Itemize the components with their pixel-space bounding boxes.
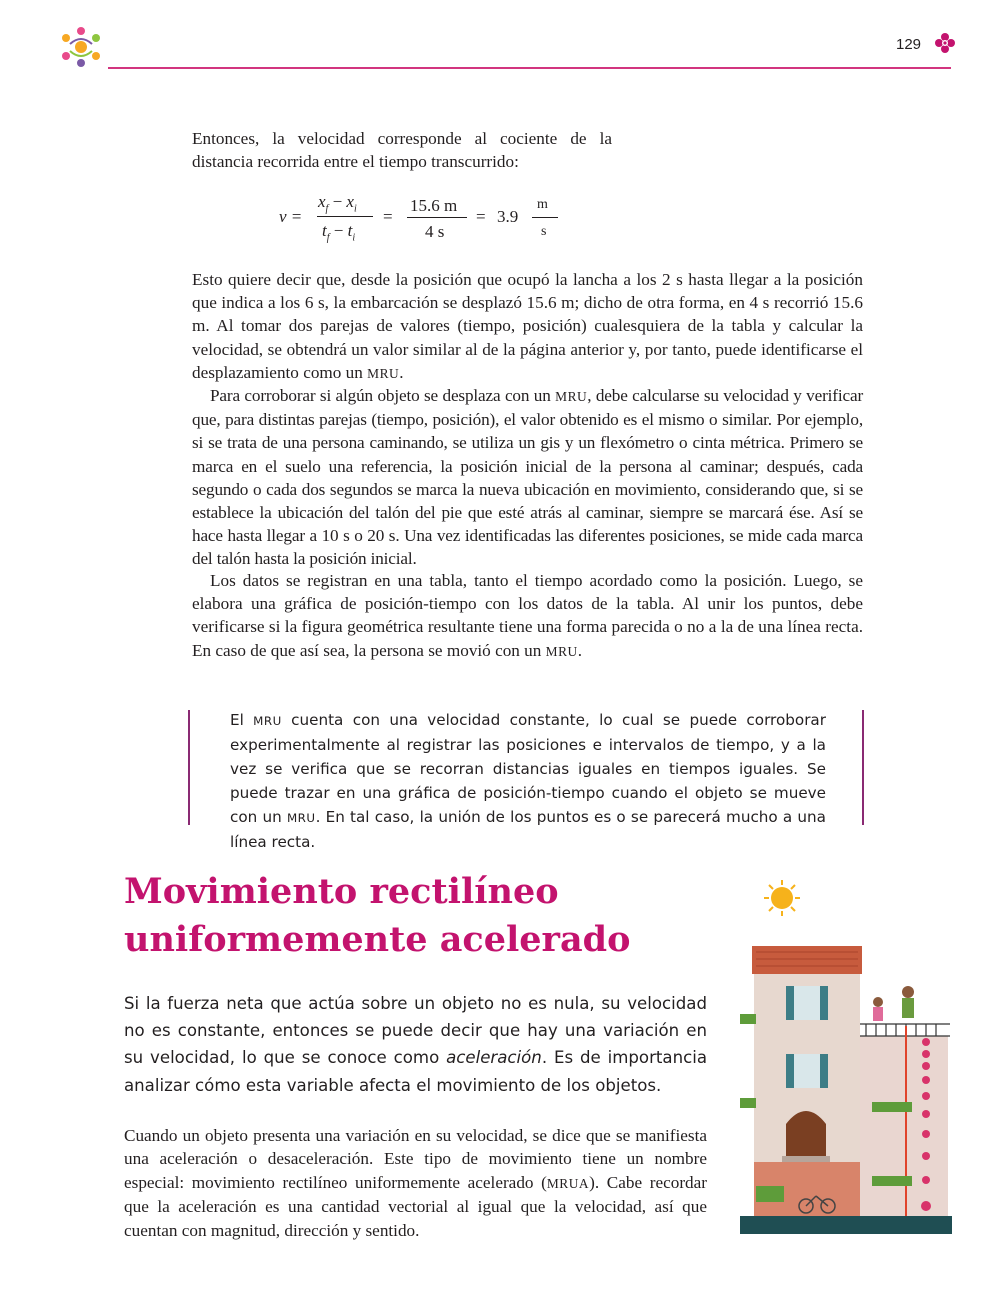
formula-denominator-1 <box>322 221 355 243</box>
section-title-line-1: Movimiento rectilíneo <box>124 871 559 912</box>
denominator-tf: t <box>322 221 327 240</box>
section-body-text-a: Cuando un objeto presenta una variación en su velocidad, se dice que se manifiesta una aceleración o desaceleración. Este tipo de movimiento tiene un nombre especial: movimiento rectilíneo uniformemente acelerado ( <box>124 1126 707 1192</box>
paragraph-3-abbr: MRU <box>545 643 578 659</box>
callout-left-bar <box>188 710 190 825</box>
formula-eq-1: = <box>290 207 303 226</box>
section-title-line-2: uniformemente acelerado <box>124 919 631 960</box>
paragraph-2-text-b: , debe calcularse su velocidad y verificar que, para distintas parejas (tiempo, posición), el valor obtenido es el mismo o similar. Por ejemplo, si se trata de una persona caminando, se utiliza un gis y un flexómetro o cinta métrica. Primero se marca en el suelo una referencia, la posición inicial de la persona al caminar; después, cada segundo o cada dos segundos se marca la nueva ubicación en movimiento, considerando que, si se establece la ubicación del talón del pie que esté atrás al caminar, siempre se marcará ése. Así se hace hasta llegar a 10 s o 20 s. Una vez identificadas las diferentes posiciones, se mide cada marca del talón hasta la posición inicial. <box>192 386 864 569</box>
ground <box>740 1216 952 1234</box>
numerator-sub-f: f <box>325 203 329 215</box>
callout-text-b: cuenta con una velocidad constante, lo cual se puede corroborar experimentalmente al registrar las posiciones e intervalos de tiempo, y a la vez se verifica que se recorran distancias iguales en tiempos iguales. Se puede trazar en una gráfica de posición-tiempo cuando el objeto se mueve con un <box>230 711 826 826</box>
book-logo-icon <box>56 24 106 70</box>
numerator-xf: x <box>318 192 326 211</box>
callout-abbr-2: MRU <box>286 811 316 825</box>
person-adult <box>902 986 914 1018</box>
section-body-abbr: MRUA <box>546 1175 590 1191</box>
paragraph-3-text-b: . <box>577 640 583 660</box>
formula-denominator-2: 4 s <box>425 222 445 241</box>
paragraph-1-text-a: Esto quiere decir que, desde la posición que ocupó la lancha a los 2 s hasta llegar a la posición que indica a los 6 s, la embarcación se desplazó 15.6 m; dicho de otra forma, en 4 s recorrió 15.6 m. Al tomar dos parejas de valores (tiempo, posición) cualesquiera de la tabla y calcular la velocidad, se obtendrá un valor similar al de la página anterior y, por tanto, puede identificarse el desplazamiento como un <box>192 270 863 382</box>
numerator-xi: x <box>346 192 354 211</box>
formula-lhs-var: v <box>279 207 287 226</box>
right-building <box>860 1036 948 1216</box>
callout-abbr-1: MRU <box>253 714 282 728</box>
callout-right-bar <box>862 710 864 825</box>
paragraph-1 <box>192 268 863 385</box>
window-upper <box>786 986 828 1020</box>
intro-paragraph <box>192 127 612 173</box>
section-intro <box>124 990 707 1099</box>
section-body-text-b: ). Cabe recordar que la aceleración es una cantidad vectorial al igual que la velocidad, así que cuentan con magnitud, dirección y sentido. <box>124 1172 707 1240</box>
page-number: 129 <box>896 36 922 53</box>
paragraph-2-abbr: MRU <box>555 389 588 404</box>
house-illustration <box>736 876 956 1238</box>
callout-text-c: . En tal caso, la unión de los puntos es o se parecerá mucho a una línea recta. <box>230 808 826 851</box>
sun-icon <box>764 880 800 916</box>
window-middle <box>786 1054 828 1088</box>
numerator-minus: − <box>332 192 343 211</box>
formula-result: 3.9 <box>497 207 519 226</box>
paragraph-1-abbr: MRU <box>367 365 400 381</box>
formula-numerator-2: 15.6 m <box>410 196 458 215</box>
header-rule <box>108 67 951 69</box>
fraction-line-2 <box>407 217 467 218</box>
denominator-sub-f: f <box>326 232 330 244</box>
paragraph-2-text-a: Para corroborar si algún objeto se desplaza con un <box>210 386 556 405</box>
section-body <box>124 1124 707 1242</box>
callout-text-a: El <box>230 711 254 729</box>
velocity-formula <box>275 192 575 244</box>
fraction-line-1 <box>317 216 373 217</box>
formula-numerator-1 <box>318 192 357 214</box>
formula-eq-3: = <box>476 207 486 226</box>
section-intro-text-b: . Es de importancia analizar cómo esta variable afecta el movimiento de los objetos. <box>124 1048 707 1095</box>
roof-tall <box>752 946 862 974</box>
denominator-minus: − <box>333 221 344 240</box>
paragraph-3-text-a: Los datos se registran en una tabla, tanto el tiempo acordado como la posición. Luego, se elabora una gráfica de posición-tiempo con los datos de la tabla. Al unir los puntos, debe verificarse si la figura geométrica resultante tiene una forma parecida o no a la de una línea recta. En caso de que así sea, la persona se movió con un <box>192 571 863 660</box>
formula-eq-2: = <box>383 207 393 226</box>
numerator-sub-i: i <box>353 203 357 215</box>
formula-unit-numerator: m <box>537 197 548 212</box>
denominator-ti: t <box>347 221 353 240</box>
person-child <box>873 997 883 1021</box>
paragraph-1-text-b: . <box>399 362 404 382</box>
formula-lhs <box>279 207 302 227</box>
paragraph-3 <box>192 569 863 663</box>
denominator-sub-i: i <box>352 232 356 244</box>
flower-icon <box>934 32 956 54</box>
fraction-line-3 <box>532 217 558 218</box>
intro-paragraph-text: Entonces, la velocidad corresponde al cociente de la distancia recorrida entre el tiempo transcurrido: <box>192 129 612 172</box>
callout-box <box>230 708 826 854</box>
formula-unit-denominator: s <box>541 224 547 239</box>
section-title <box>124 868 684 964</box>
section-intro-emphasis: aceleración <box>446 1048 542 1068</box>
paragraph-2 <box>192 384 863 571</box>
section-intro-text-a: Si la fuerza neta que actúa sobre un objeto no es nula, su velocidad no es constante, entonces se puede decir que hay una variación en su velocidad, lo que se conoce como <box>124 994 707 1068</box>
